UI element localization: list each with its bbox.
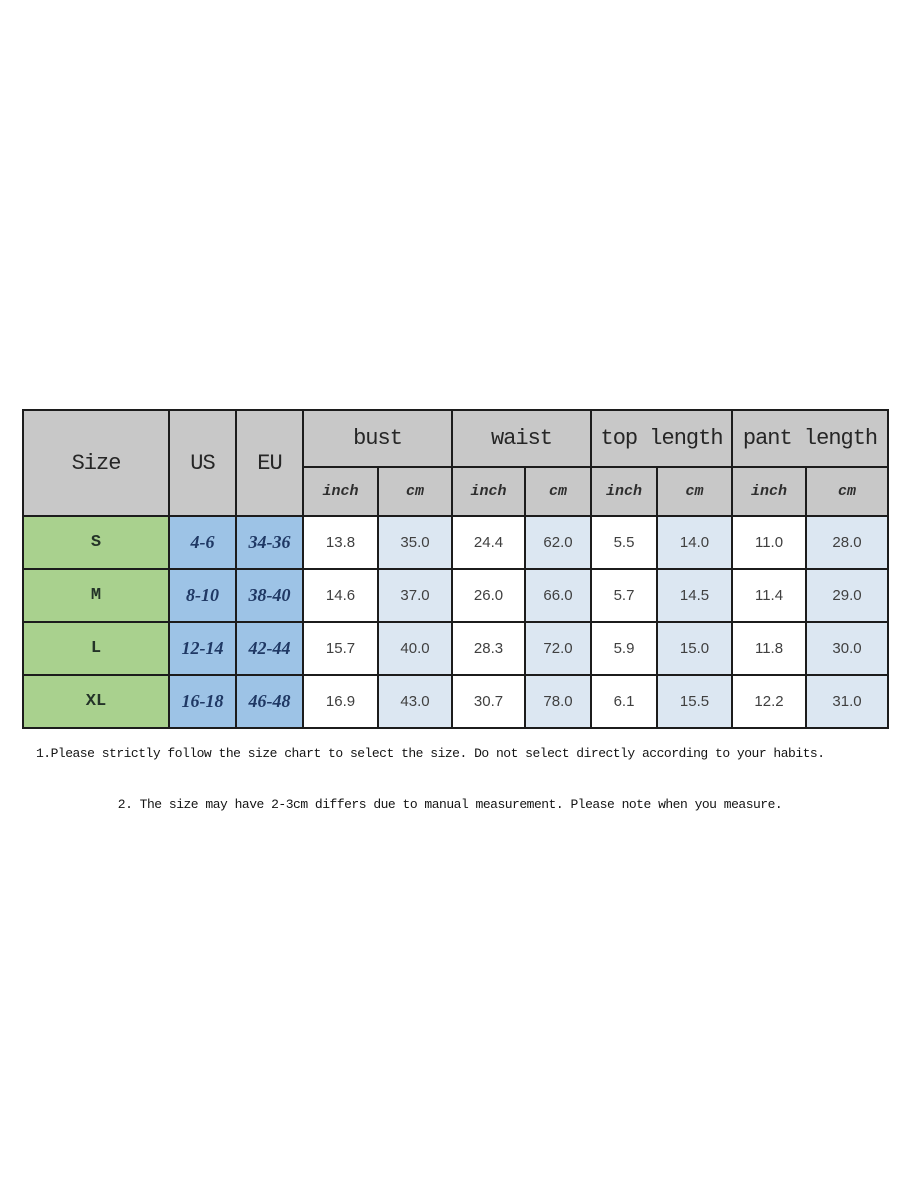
size-label: L xyxy=(23,622,169,675)
waist-cm-cell: 62.0 xyxy=(525,516,591,569)
group-header-bust: bust xyxy=(303,410,452,467)
pant-length-cm-cell: 28.0 xyxy=(806,516,888,569)
bust-inch-cell: 14.6 xyxy=(303,569,378,622)
table-row-l xyxy=(23,622,888,675)
table-row-xl xyxy=(23,675,888,728)
note-select-size: 1.Please strictly follow the size chart to select the size. Do not select directly according to your habits. xyxy=(36,746,825,761)
top-length-cm-cell: 14.0 xyxy=(657,516,732,569)
eu-size-cell: 42-44 xyxy=(236,622,303,675)
unit-header-bust-cm: cm xyxy=(378,467,452,516)
unit-header-top-cm: cm xyxy=(657,467,732,516)
us-size-cell: 8-10 xyxy=(169,569,236,622)
size-chart-table xyxy=(22,409,889,729)
bust-cm-cell: 40.0 xyxy=(378,622,452,675)
waist-inch-cell: 28.3 xyxy=(452,622,525,675)
bust-cm-cell: 43.0 xyxy=(378,675,452,728)
top-length-cm-cell: 15.0 xyxy=(657,622,732,675)
bust-inch-cell: 13.8 xyxy=(303,516,378,569)
pant-length-cm-cell: 31.0 xyxy=(806,675,888,728)
pant-length-cm-cell: 30.0 xyxy=(806,622,888,675)
waist-cm-cell: 66.0 xyxy=(525,569,591,622)
waist-inch-cell: 30.7 xyxy=(452,675,525,728)
eu-size-cell: 34-36 xyxy=(236,516,303,569)
eu-size-cell: 38-40 xyxy=(236,569,303,622)
waist-cm-cell: 72.0 xyxy=(525,622,591,675)
pant-length-inch-cell: 11.8 xyxy=(732,622,806,675)
bust-inch-cell: 15.7 xyxy=(303,622,378,675)
pant-length-inch-cell: 12.2 xyxy=(732,675,806,728)
waist-inch-cell: 24.4 xyxy=(452,516,525,569)
unit-header-bust-inch: inch xyxy=(303,467,378,516)
note-manual-measurement: 2. The size may have 2-3cm differs due to manual measurement. Please note when you measure. xyxy=(117,797,783,812)
unit-header-waist-inch: inch xyxy=(452,467,525,516)
pant-length-cm-cell: 29.0 xyxy=(806,569,888,622)
header-cell-size: Size xyxy=(23,410,169,516)
bust-cm-cell: 35.0 xyxy=(378,516,452,569)
top-length-cm-cell: 14.5 xyxy=(657,569,732,622)
top-length-cm-cell: 15.5 xyxy=(657,675,732,728)
waist-cm-cell: 78.0 xyxy=(525,675,591,728)
us-size-cell: 4-6 xyxy=(169,516,236,569)
header-row-groups xyxy=(23,410,888,467)
top-length-inch-cell: 5.5 xyxy=(591,516,657,569)
header-cell-eu: EU xyxy=(236,410,303,516)
group-header-waist: waist xyxy=(452,410,591,467)
group-header-top-length: top length xyxy=(591,410,732,467)
table-row-m xyxy=(23,569,888,622)
pant-length-inch-cell: 11.4 xyxy=(732,569,806,622)
waist-inch-cell: 26.0 xyxy=(452,569,525,622)
bust-cm-cell: 37.0 xyxy=(378,569,452,622)
size-label: M xyxy=(23,569,169,622)
unit-header-waist-cm: cm xyxy=(525,467,591,516)
table-row-s xyxy=(23,516,888,569)
group-header-pant-length: pant length xyxy=(732,410,888,467)
top-length-inch-cell: 5.7 xyxy=(591,569,657,622)
unit-header-pant-inch: inch xyxy=(732,467,806,516)
unit-header-pant-cm: cm xyxy=(806,467,888,516)
bust-inch-cell: 16.9 xyxy=(303,675,378,728)
eu-size-cell: 46-48 xyxy=(236,675,303,728)
header-cell-us: US xyxy=(169,410,236,516)
pant-length-inch-cell: 11.0 xyxy=(732,516,806,569)
top-length-inch-cell: 5.9 xyxy=(591,622,657,675)
size-label: S xyxy=(23,516,169,569)
unit-header-top-inch: inch xyxy=(591,467,657,516)
top-length-inch-cell: 6.1 xyxy=(591,675,657,728)
us-size-cell: 12-14 xyxy=(169,622,236,675)
size-label: XL xyxy=(23,675,169,728)
us-size-cell: 16-18 xyxy=(169,675,236,728)
